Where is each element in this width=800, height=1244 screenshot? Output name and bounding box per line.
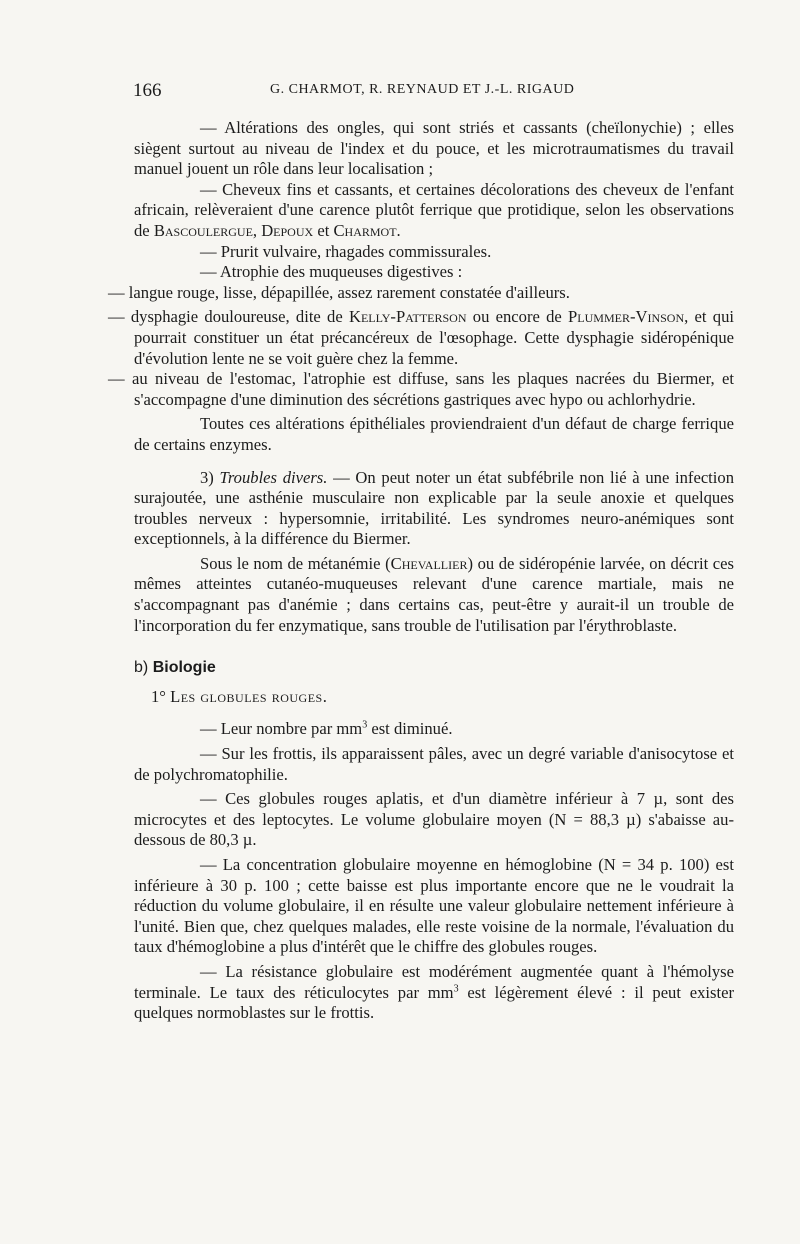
paragraph-summary: Toutes ces altérations épithéliales proviendraient d'un défaut de charge ferrique de certains enzymes. (134, 414, 734, 454)
list-item-stomach: — au niveau de l'estomac, l'atrophie est diffuse, sans les plaques nacrées du Biermer, et s'accompagne d'une diminution des sécrétions gastriques avec hypo ou achlorhydrie. (108, 369, 734, 409)
author-names: Bascoulergue, Depoux (153, 220, 314, 240)
paragraph-nails: — Altérations des ongles, qui sont striés et cassants (cheïlonychie) ; elles siègent surtout au niveau de l'index et du pouce, et les microtraumatismes du travail manuel jouent un rôle dans leur localisation ; (134, 118, 734, 179)
author-name: Charmot. (333, 220, 401, 240)
paragraph-hemoglobin: — La concentration globulaire moyenne en hémoglobine (N = 34 p. 100) est inférieure à 30 p. 100 ; cette baisse est plus importante encore que ne le voudrait la réduction du volume globulaire, il en résulte une valeur globulaire nettement inférieure à l'unité. Bien que, chez quelques malades, elle reste voisine de la normale, l'évaluation du taux d'hémoglobine a plus d'intérêt que le chiffre des globules rouges. (134, 855, 734, 957)
paragraph-pruritus: — Prurit vulvaire, rhagades commissurales. (200, 241, 492, 261)
page-body (108, 118, 734, 1024)
subsection-heading: 1° Les globules rouges. (151, 686, 328, 706)
paragraph-count: — Leur nombre par $mm^3$ est diminué. (200, 719, 453, 739)
running-title-authors: G. CHARMOT, R. REYNAUD ET J.-L. RIGAUD (270, 82, 575, 97)
eponym: Kelly-Patterson (348, 307, 467, 327)
page-number: 166 (133, 80, 162, 101)
paragraph-resistance: — La résistance globulaire est modérément augmentée quant à l'hémolyse terminale. Le taux des réticulocytes par $mm^3$ est légèrement élevé : il peut exister quelques normoblastes sur le frottis. (134, 961, 734, 1023)
paragraph-hair: — Cheveux fins et cassants, et certaines décolorations des cheveux de l'enfant africain, relèveraient d'une carence plutôt ferrique que protidique, selon les observations de Bascoulergue, Depoux et Charmot. (134, 179, 734, 240)
eponym: Plummer-Vinson, (568, 307, 689, 327)
eponym: Chevallier (390, 553, 468, 573)
list-item-tongue: — langue rouge, lisse, dépapillée, assez rarement constatée d'ailleurs. (108, 282, 570, 302)
page-header (133, 80, 733, 102)
section-heading: b) Biologie (134, 659, 216, 677)
paragraph-microcytes: — Ces globules rouges aplatis, et d'un diamètre inférieur à 7 µ, sont des microcytes et des leptocytes. Le volume globulaire moyen (N = 88,3 µ) s'abaisse au-dessous de 80,3 µ. (134, 789, 734, 850)
section-title: Troubles divers. (219, 467, 328, 487)
paragraph-smears: — Sur les frottis, ils apparaissent pâles, avec un degré variable d'anisocytose et de polychromatophilie. (134, 744, 734, 784)
paragraph-metanemia: Sous le nom de métanémie (Chevallier) ou de sidéropénie larvée, on décrit ces mêmes atteintes cutanéo-muqueuses relevant d'une carence martiale, mais ne s'accompagnant pas d'anémie ; dans certains cas, peut-être y aurait-il un trouble de l'incorporation du fer enzymatique, sans trouble de l'utilisation par l'érythroblaste. (134, 553, 734, 635)
list-item-dysphagia: — dysphagie douloureuse, dite de Kelly-Patterson ou encore de Plummer-Vinson, et qui pourrait constituer un état précancéreux de l'œsophage. Cette dysphagie sidéropénique d'évolution lente ne se voit guère chez la femme. (108, 307, 734, 368)
paragraph-mucosa: — Atrophie des muqueuses digestives : (200, 262, 463, 282)
paragraph-misc-troubles: 3) Troubles divers. — On peut noter un état subfébrile non lié à une infection surajoutée, une asthénie musculaire non explicable par la seule anoxie et quelques troubles nerveux : hypersomnie, irritabilité. Les syndromes neuro-anémiques sont exceptionnels, à la différence du Biermer. (134, 467, 734, 549)
